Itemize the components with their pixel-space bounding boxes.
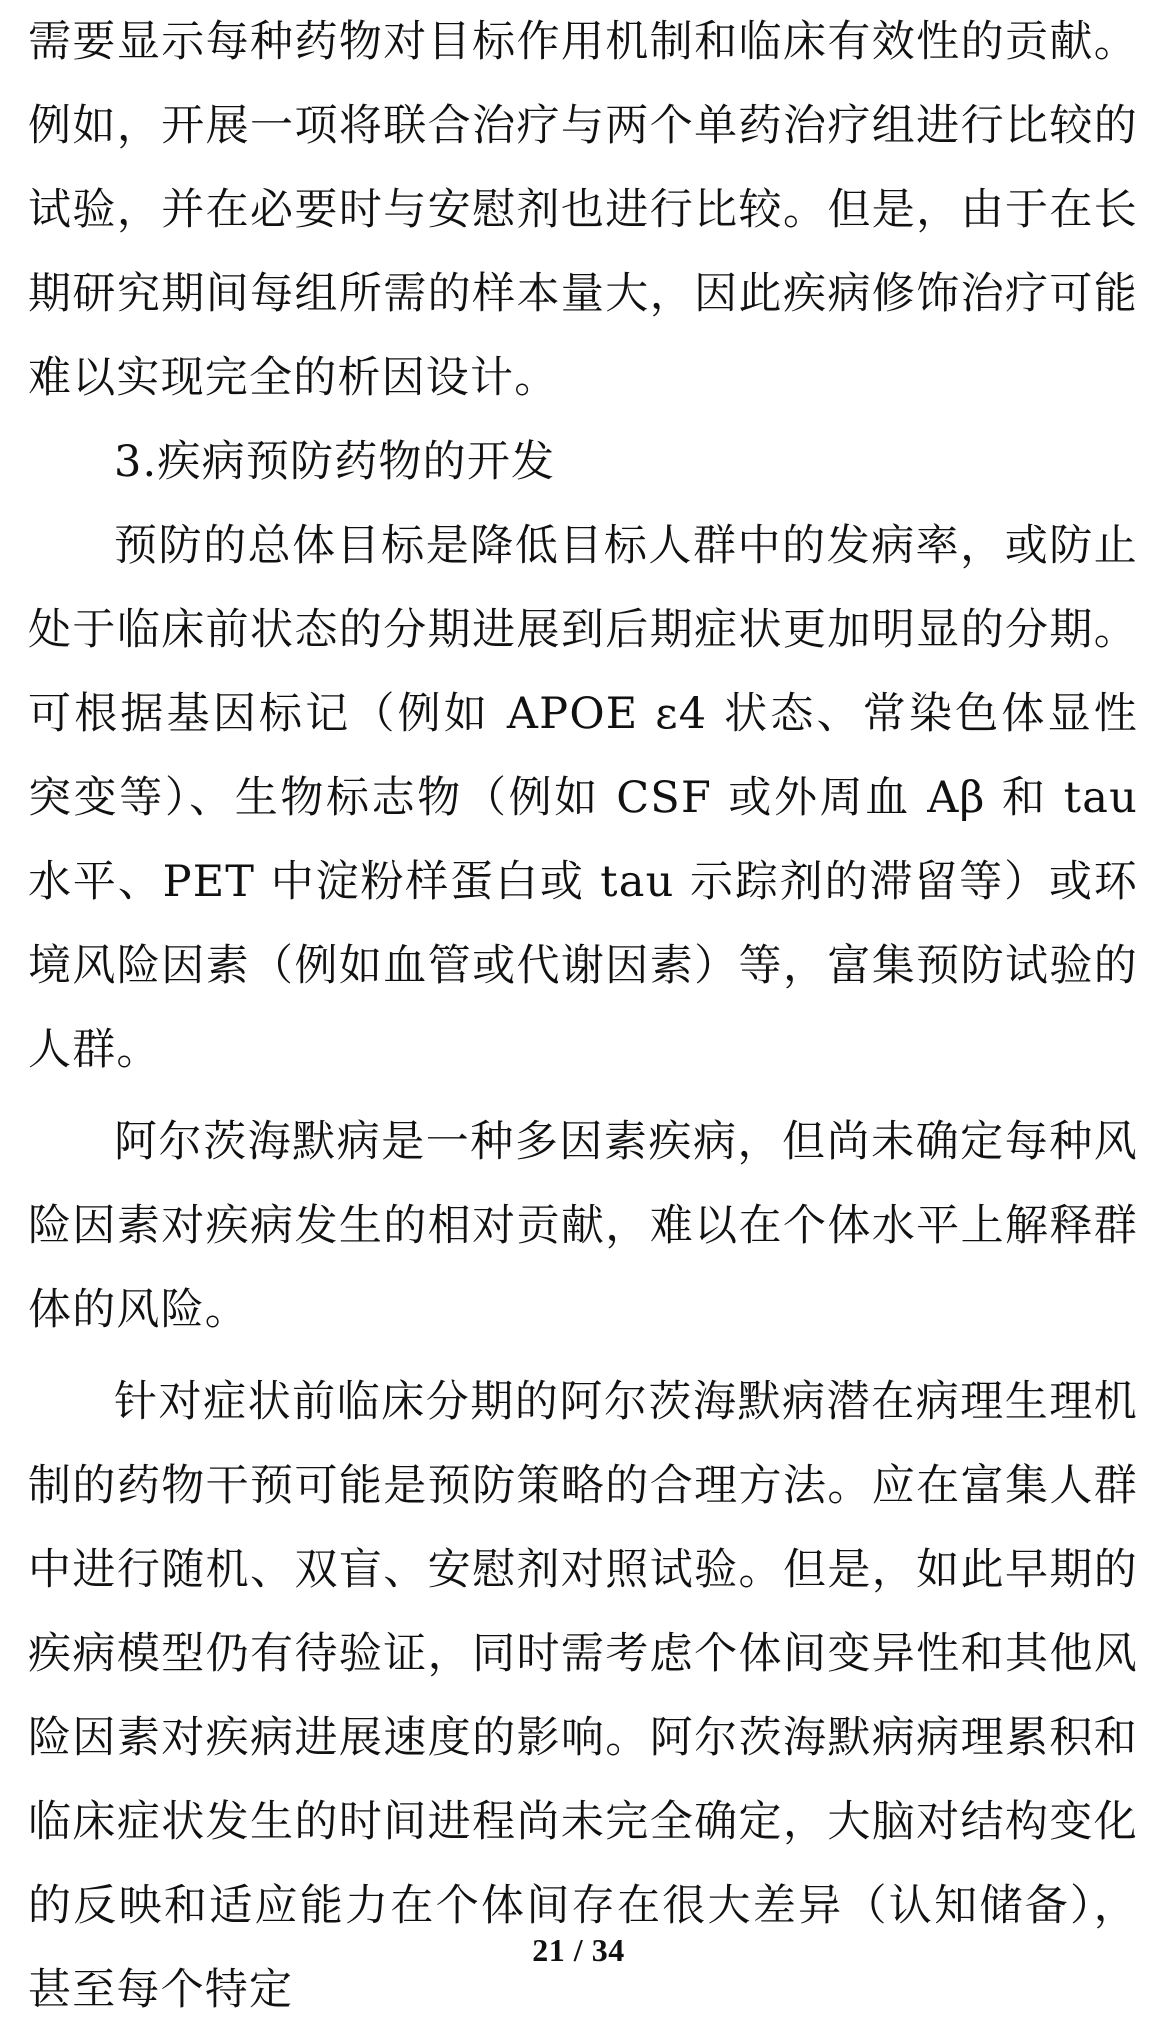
page-number: 21 / 34 [532, 1932, 625, 1968]
paragraph-multifactorial: 阿尔茨海默病是一种多因素疾病，但尚未确定每种风险因素对疾病发生的相对贡献，难以在个体水平上解释群体的风险。 [28, 1117, 1138, 1335]
document-body [28, 0, 1138, 2032]
paragraph-prevention-goal: 预防的总体目标是降低目标人群中的发病率，或防止处于临床前状态的分期进展到后期症状更加明显的分期。可根据基因标记（例如 APOE ε4 状态、常染色体显性突变等）、生物标志物（例如 CSF 或外周血 Aβ 和 tau 水平、PET 中淀粉样蛋白或 tau 示踪剂的滞留等）或环境风险因素（例如血管或代谢因素）等，富集预防试验的人群。 [28, 521, 1138, 1075]
paragraph-intervention: 针对症状前临床分期的阿尔茨海默病潜在病理生理机制的药物干预可能是预防策略的合理方法。应在富集人群中进行随机、双盲、安慰剂对照试验。但是，如此早期的疾病模型仍有待验证，同时需考虑个体间变异性和其他风险因素对疾病进展速度的影响。阿尔茨海默病病理累积和临床症状发生的时间进程尚未完全确定，大脑对结构变化的反映和适应能力在个体间存在很大差异（认知储备），甚至每个特定 [28, 1377, 1138, 2015]
continued-paragraph: 需要显示每种药物对目标作用机制和临床有效性的贡献。例如，开展一项将联合治疗与两个单药治疗组进行比较的试验，并在必要时与安慰剂也进行比较。但是，由于在长期研究期间每组所需的样本量大，因此疾病修饰治疗可能难以实现完全的析因设计。 [28, 17, 1138, 403]
section-heading: 3.疾病预防药物的开发 [114, 437, 556, 487]
